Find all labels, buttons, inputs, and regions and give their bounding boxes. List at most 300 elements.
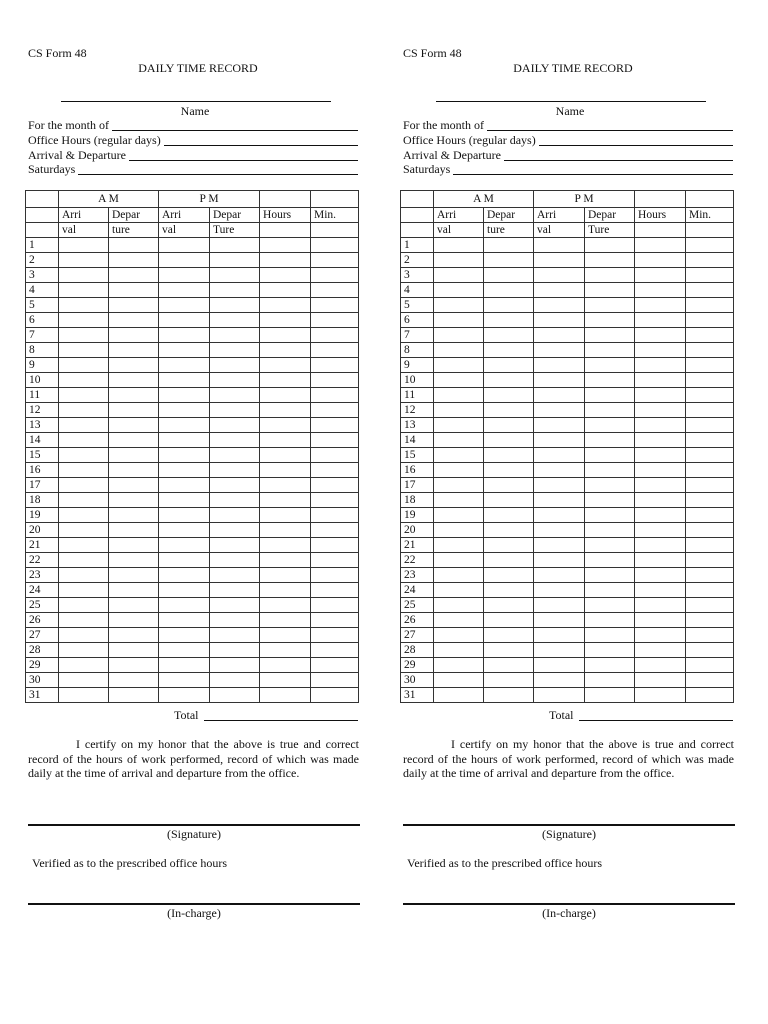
am-arrival-cell[interactable] [59, 553, 109, 568]
pm-departure-cell[interactable] [210, 418, 260, 433]
pm-departure-cell[interactable] [585, 313, 635, 328]
am-departure-cell[interactable] [484, 253, 534, 268]
am-departure-cell[interactable] [109, 253, 159, 268]
am-arrival-cell[interactable] [59, 268, 109, 283]
arrival-departure-line[interactable] [504, 149, 733, 161]
pm-arrival-cell[interactable] [534, 433, 585, 448]
pm-departure-cell[interactable] [210, 493, 260, 508]
pm-arrival-cell[interactable] [159, 238, 210, 253]
pm-arrival-cell[interactable] [534, 508, 585, 523]
pm-arrival-cell[interactable] [534, 238, 585, 253]
pm-arrival-cell[interactable] [159, 538, 210, 553]
am-arrival-cell[interactable] [434, 238, 484, 253]
hours-cell[interactable] [260, 403, 311, 418]
hours-cell[interactable] [260, 673, 311, 688]
min-cell[interactable] [686, 508, 734, 523]
min-cell[interactable] [686, 478, 734, 493]
hours-cell[interactable] [260, 313, 311, 328]
hours-cell[interactable] [635, 613, 686, 628]
min-cell[interactable] [311, 358, 359, 373]
pm-arrival-cell[interactable] [159, 568, 210, 583]
hours-cell[interactable] [260, 628, 311, 643]
hours-cell[interactable] [260, 523, 311, 538]
am-departure-cell[interactable] [484, 583, 534, 598]
hours-cell[interactable] [260, 433, 311, 448]
am-departure-cell[interactable] [109, 313, 159, 328]
am-arrival-cell[interactable] [434, 613, 484, 628]
min-cell[interactable] [686, 538, 734, 553]
am-departure-cell[interactable] [109, 433, 159, 448]
am-arrival-cell[interactable] [434, 493, 484, 508]
am-departure-cell[interactable] [109, 508, 159, 523]
am-arrival-cell[interactable] [434, 463, 484, 478]
pm-arrival-cell[interactable] [534, 583, 585, 598]
min-cell[interactable] [311, 238, 359, 253]
pm-departure-cell[interactable] [210, 673, 260, 688]
pm-departure-cell[interactable] [210, 553, 260, 568]
am-departure-cell[interactable] [484, 493, 534, 508]
am-arrival-cell[interactable] [434, 403, 484, 418]
am-departure-cell[interactable] [484, 433, 534, 448]
min-cell[interactable] [686, 268, 734, 283]
pm-departure-cell[interactable] [210, 478, 260, 493]
am-departure-cell[interactable] [484, 643, 534, 658]
pm-arrival-cell[interactable] [534, 688, 585, 703]
hours-cell[interactable] [260, 658, 311, 673]
am-departure-cell[interactable] [109, 583, 159, 598]
pm-arrival-cell[interactable] [159, 388, 210, 403]
pm-departure-cell[interactable] [585, 403, 635, 418]
am-arrival-cell[interactable] [434, 673, 484, 688]
am-departure-cell[interactable] [484, 268, 534, 283]
min-cell[interactable] [311, 493, 359, 508]
pm-departure-cell[interactable] [210, 598, 260, 613]
min-cell[interactable] [311, 598, 359, 613]
am-arrival-cell[interactable] [434, 298, 484, 313]
saturdays-line[interactable] [453, 163, 733, 175]
pm-arrival-cell[interactable] [534, 298, 585, 313]
am-departure-cell[interactable] [109, 523, 159, 538]
min-cell[interactable] [311, 433, 359, 448]
pm-arrival-cell[interactable] [534, 328, 585, 343]
month-line[interactable] [487, 119, 733, 131]
am-departure-cell[interactable] [484, 358, 534, 373]
min-cell[interactable] [686, 553, 734, 568]
min-cell[interactable] [686, 418, 734, 433]
min-cell[interactable] [686, 628, 734, 643]
pm-arrival-cell[interactable] [159, 343, 210, 358]
pm-departure-cell[interactable] [585, 373, 635, 388]
am-arrival-cell[interactable] [434, 658, 484, 673]
pm-arrival-cell[interactable] [534, 448, 585, 463]
pm-arrival-cell[interactable] [159, 673, 210, 688]
hours-cell[interactable] [260, 583, 311, 598]
pm-departure-cell[interactable] [585, 463, 635, 478]
min-cell[interactable] [311, 463, 359, 478]
hours-cell[interactable] [260, 298, 311, 313]
pm-arrival-cell[interactable] [534, 388, 585, 403]
pm-departure-cell[interactable] [210, 328, 260, 343]
hours-cell[interactable] [635, 448, 686, 463]
am-departure-cell[interactable] [484, 508, 534, 523]
hours-cell[interactable] [260, 643, 311, 658]
am-departure-cell[interactable] [484, 523, 534, 538]
am-arrival-cell[interactable] [434, 433, 484, 448]
office-hours-line[interactable] [164, 134, 358, 146]
hours-cell[interactable] [260, 373, 311, 388]
pm-departure-cell[interactable] [210, 358, 260, 373]
pm-arrival-cell[interactable] [534, 268, 585, 283]
pm-departure-cell[interactable] [585, 613, 635, 628]
pm-arrival-cell[interactable] [159, 478, 210, 493]
am-arrival-cell[interactable] [59, 328, 109, 343]
min-cell[interactable] [311, 688, 359, 703]
am-arrival-cell[interactable] [59, 658, 109, 673]
pm-arrival-cell[interactable] [159, 508, 210, 523]
am-departure-cell[interactable] [109, 448, 159, 463]
am-departure-cell[interactable] [484, 628, 534, 643]
am-departure-cell[interactable] [109, 463, 159, 478]
pm-departure-cell[interactable] [210, 538, 260, 553]
hours-cell[interactable] [635, 463, 686, 478]
am-departure-cell[interactable] [109, 688, 159, 703]
hours-cell[interactable] [260, 688, 311, 703]
pm-arrival-cell[interactable] [159, 598, 210, 613]
am-arrival-cell[interactable] [434, 343, 484, 358]
pm-departure-cell[interactable] [585, 553, 635, 568]
am-departure-cell[interactable] [484, 328, 534, 343]
min-cell[interactable] [311, 538, 359, 553]
min-cell[interactable] [311, 583, 359, 598]
pm-arrival-cell[interactable] [534, 418, 585, 433]
min-cell[interactable] [686, 493, 734, 508]
am-arrival-cell[interactable] [59, 433, 109, 448]
am-arrival-cell[interactable] [59, 313, 109, 328]
pm-departure-cell[interactable] [210, 433, 260, 448]
min-cell[interactable] [311, 373, 359, 388]
am-arrival-cell[interactable] [434, 253, 484, 268]
pm-arrival-cell[interactable] [534, 283, 585, 298]
am-departure-cell[interactable] [109, 643, 159, 658]
am-departure-cell[interactable] [484, 478, 534, 493]
am-arrival-cell[interactable] [434, 388, 484, 403]
hours-cell[interactable] [635, 538, 686, 553]
min-cell[interactable] [686, 568, 734, 583]
total-line[interactable] [579, 709, 734, 721]
pm-arrival-cell[interactable] [159, 313, 210, 328]
pm-arrival-cell[interactable] [534, 343, 585, 358]
am-departure-cell[interactable] [109, 283, 159, 298]
pm-departure-cell[interactable] [210, 253, 260, 268]
am-departure-cell[interactable] [484, 298, 534, 313]
am-arrival-cell[interactable] [434, 583, 484, 598]
min-cell[interactable] [311, 313, 359, 328]
pm-departure-cell[interactable] [585, 493, 635, 508]
pm-arrival-cell[interactable] [159, 583, 210, 598]
pm-arrival-cell[interactable] [159, 373, 210, 388]
hours-cell[interactable] [260, 358, 311, 373]
am-departure-cell[interactable] [109, 268, 159, 283]
pm-departure-cell[interactable] [210, 523, 260, 538]
min-cell[interactable] [311, 343, 359, 358]
pm-departure-cell[interactable] [210, 283, 260, 298]
min-cell[interactable] [311, 298, 359, 313]
hours-cell[interactable] [260, 463, 311, 478]
am-arrival-cell[interactable] [59, 493, 109, 508]
min-cell[interactable] [686, 328, 734, 343]
am-departure-cell[interactable] [484, 538, 534, 553]
am-departure-cell[interactable] [109, 613, 159, 628]
hours-cell[interactable] [635, 598, 686, 613]
pm-arrival-cell[interactable] [159, 268, 210, 283]
min-cell[interactable] [686, 373, 734, 388]
pm-departure-cell[interactable] [585, 358, 635, 373]
pm-departure-cell[interactable] [585, 433, 635, 448]
min-cell[interactable] [311, 448, 359, 463]
pm-arrival-cell[interactable] [159, 523, 210, 538]
hours-cell[interactable] [635, 298, 686, 313]
pm-departure-cell[interactable] [210, 268, 260, 283]
am-arrival-cell[interactable] [59, 403, 109, 418]
pm-arrival-cell[interactable] [534, 358, 585, 373]
pm-departure-cell[interactable] [585, 658, 635, 673]
am-arrival-cell[interactable] [434, 283, 484, 298]
pm-arrival-cell[interactable] [159, 658, 210, 673]
pm-arrival-cell[interactable] [534, 628, 585, 643]
min-cell[interactable] [686, 283, 734, 298]
pm-departure-cell[interactable] [585, 268, 635, 283]
min-cell[interactable] [686, 673, 734, 688]
min-cell[interactable] [686, 343, 734, 358]
pm-arrival-cell[interactable] [159, 298, 210, 313]
hours-cell[interactable] [260, 568, 311, 583]
am-arrival-cell[interactable] [59, 298, 109, 313]
am-departure-cell[interactable] [484, 448, 534, 463]
pm-arrival-cell[interactable] [159, 493, 210, 508]
pm-departure-cell[interactable] [585, 598, 635, 613]
hours-cell[interactable] [635, 493, 686, 508]
am-arrival-cell[interactable] [434, 313, 484, 328]
hours-cell[interactable] [260, 508, 311, 523]
hours-cell[interactable] [635, 658, 686, 673]
pm-departure-cell[interactable] [210, 298, 260, 313]
hours-cell[interactable] [635, 328, 686, 343]
am-arrival-cell[interactable] [59, 598, 109, 613]
am-arrival-cell[interactable] [434, 598, 484, 613]
am-departure-cell[interactable] [484, 343, 534, 358]
am-departure-cell[interactable] [484, 283, 534, 298]
am-arrival-cell[interactable] [434, 688, 484, 703]
am-departure-cell[interactable] [109, 628, 159, 643]
am-departure-cell[interactable] [484, 553, 534, 568]
am-arrival-cell[interactable] [59, 283, 109, 298]
min-cell[interactable] [686, 313, 734, 328]
am-arrival-cell[interactable] [59, 238, 109, 253]
pm-departure-cell[interactable] [585, 283, 635, 298]
am-departure-cell[interactable] [109, 598, 159, 613]
pm-departure-cell[interactable] [210, 643, 260, 658]
am-departure-cell[interactable] [109, 238, 159, 253]
pm-departure-cell[interactable] [210, 238, 260, 253]
am-arrival-cell[interactable] [59, 508, 109, 523]
min-cell[interactable] [311, 643, 359, 658]
pm-departure-cell[interactable] [585, 508, 635, 523]
am-arrival-cell[interactable] [434, 328, 484, 343]
pm-departure-cell[interactable] [585, 418, 635, 433]
min-cell[interactable] [686, 388, 734, 403]
hours-cell[interactable] [260, 418, 311, 433]
pm-arrival-cell[interactable] [159, 418, 210, 433]
pm-arrival-cell[interactable] [534, 463, 585, 478]
am-arrival-cell[interactable] [59, 568, 109, 583]
pm-arrival-cell[interactable] [534, 643, 585, 658]
am-arrival-cell[interactable] [59, 538, 109, 553]
pm-departure-cell[interactable] [210, 313, 260, 328]
am-departure-cell[interactable] [109, 343, 159, 358]
am-arrival-cell[interactable] [434, 268, 484, 283]
hours-cell[interactable] [260, 598, 311, 613]
am-arrival-cell[interactable] [59, 688, 109, 703]
hours-cell[interactable] [635, 313, 686, 328]
hours-cell[interactable] [635, 253, 686, 268]
am-departure-cell[interactable] [484, 598, 534, 613]
pm-arrival-cell[interactable] [159, 328, 210, 343]
am-departure-cell[interactable] [109, 418, 159, 433]
min-cell[interactable] [311, 388, 359, 403]
pm-arrival-cell[interactable] [534, 538, 585, 553]
pm-departure-cell[interactable] [210, 463, 260, 478]
min-cell[interactable] [311, 478, 359, 493]
hours-cell[interactable] [635, 568, 686, 583]
min-cell[interactable] [311, 253, 359, 268]
am-arrival-cell[interactable] [59, 628, 109, 643]
am-departure-cell[interactable] [109, 373, 159, 388]
pm-arrival-cell[interactable] [159, 448, 210, 463]
hours-cell[interactable] [260, 268, 311, 283]
pm-departure-cell[interactable] [585, 583, 635, 598]
am-arrival-cell[interactable] [434, 568, 484, 583]
pm-departure-cell[interactable] [585, 688, 635, 703]
hours-cell[interactable] [635, 388, 686, 403]
pm-departure-cell[interactable] [210, 373, 260, 388]
am-departure-cell[interactable] [484, 418, 534, 433]
am-arrival-cell[interactable] [59, 388, 109, 403]
min-cell[interactable] [311, 268, 359, 283]
am-arrival-cell[interactable] [434, 643, 484, 658]
pm-departure-cell[interactable] [210, 658, 260, 673]
pm-arrival-cell[interactable] [159, 553, 210, 568]
hours-cell[interactable] [635, 628, 686, 643]
pm-departure-cell[interactable] [210, 388, 260, 403]
pm-arrival-cell[interactable] [534, 523, 585, 538]
am-departure-cell[interactable] [109, 403, 159, 418]
min-cell[interactable] [686, 643, 734, 658]
hours-cell[interactable] [635, 688, 686, 703]
pm-arrival-cell[interactable] [159, 643, 210, 658]
pm-arrival-cell[interactable] [534, 598, 585, 613]
min-cell[interactable] [686, 523, 734, 538]
pm-departure-cell[interactable] [210, 613, 260, 628]
pm-departure-cell[interactable] [210, 583, 260, 598]
pm-departure-cell[interactable] [210, 688, 260, 703]
pm-departure-cell[interactable] [585, 673, 635, 688]
min-cell[interactable] [311, 418, 359, 433]
am-arrival-cell[interactable] [434, 448, 484, 463]
am-arrival-cell[interactable] [434, 418, 484, 433]
pm-arrival-cell[interactable] [534, 568, 585, 583]
am-departure-cell[interactable] [484, 673, 534, 688]
hours-cell[interactable] [260, 493, 311, 508]
pm-departure-cell[interactable] [585, 643, 635, 658]
hours-cell[interactable] [260, 553, 311, 568]
hours-cell[interactable] [260, 238, 311, 253]
hours-cell[interactable] [635, 553, 686, 568]
min-cell[interactable] [311, 613, 359, 628]
hours-cell[interactable] [260, 253, 311, 268]
pm-departure-cell[interactable] [585, 298, 635, 313]
pm-arrival-cell[interactable] [159, 688, 210, 703]
hours-cell[interactable] [260, 538, 311, 553]
hours-cell[interactable] [635, 523, 686, 538]
saturdays-line[interactable] [78, 163, 358, 175]
am-departure-cell[interactable] [484, 688, 534, 703]
signature-line[interactable] [403, 824, 735, 826]
pm-departure-cell[interactable] [210, 628, 260, 643]
am-arrival-cell[interactable] [59, 613, 109, 628]
am-arrival-cell[interactable] [434, 358, 484, 373]
pm-departure-cell[interactable] [585, 238, 635, 253]
pm-departure-cell[interactable] [585, 343, 635, 358]
am-departure-cell[interactable] [109, 328, 159, 343]
pm-arrival-cell[interactable] [534, 658, 585, 673]
hours-cell[interactable] [635, 643, 686, 658]
am-arrival-cell[interactable] [434, 538, 484, 553]
min-cell[interactable] [686, 598, 734, 613]
am-arrival-cell[interactable] [59, 478, 109, 493]
am-arrival-cell[interactable] [59, 463, 109, 478]
am-departure-cell[interactable] [484, 568, 534, 583]
min-cell[interactable] [311, 658, 359, 673]
pm-arrival-cell[interactable] [159, 358, 210, 373]
am-arrival-cell[interactable] [434, 553, 484, 568]
pm-arrival-cell[interactable] [534, 253, 585, 268]
hours-cell[interactable] [635, 373, 686, 388]
hours-cell[interactable] [260, 478, 311, 493]
pm-arrival-cell[interactable] [534, 403, 585, 418]
min-cell[interactable] [311, 328, 359, 343]
min-cell[interactable] [686, 463, 734, 478]
min-cell[interactable] [311, 283, 359, 298]
hours-cell[interactable] [635, 583, 686, 598]
incharge-line[interactable] [28, 903, 360, 905]
min-cell[interactable] [686, 358, 734, 373]
hours-cell[interactable] [635, 238, 686, 253]
am-arrival-cell[interactable] [59, 343, 109, 358]
min-cell[interactable] [686, 613, 734, 628]
pm-arrival-cell[interactable] [159, 463, 210, 478]
am-departure-cell[interactable] [109, 358, 159, 373]
total-line[interactable] [204, 709, 359, 721]
incharge-line[interactable] [403, 903, 735, 905]
min-cell[interactable] [311, 523, 359, 538]
hours-cell[interactable] [635, 343, 686, 358]
min-cell[interactable] [311, 553, 359, 568]
pm-arrival-cell[interactable] [159, 283, 210, 298]
hours-cell[interactable] [260, 343, 311, 358]
pm-arrival-cell[interactable] [534, 493, 585, 508]
arrival-departure-line[interactable] [129, 149, 358, 161]
min-cell[interactable] [686, 583, 734, 598]
